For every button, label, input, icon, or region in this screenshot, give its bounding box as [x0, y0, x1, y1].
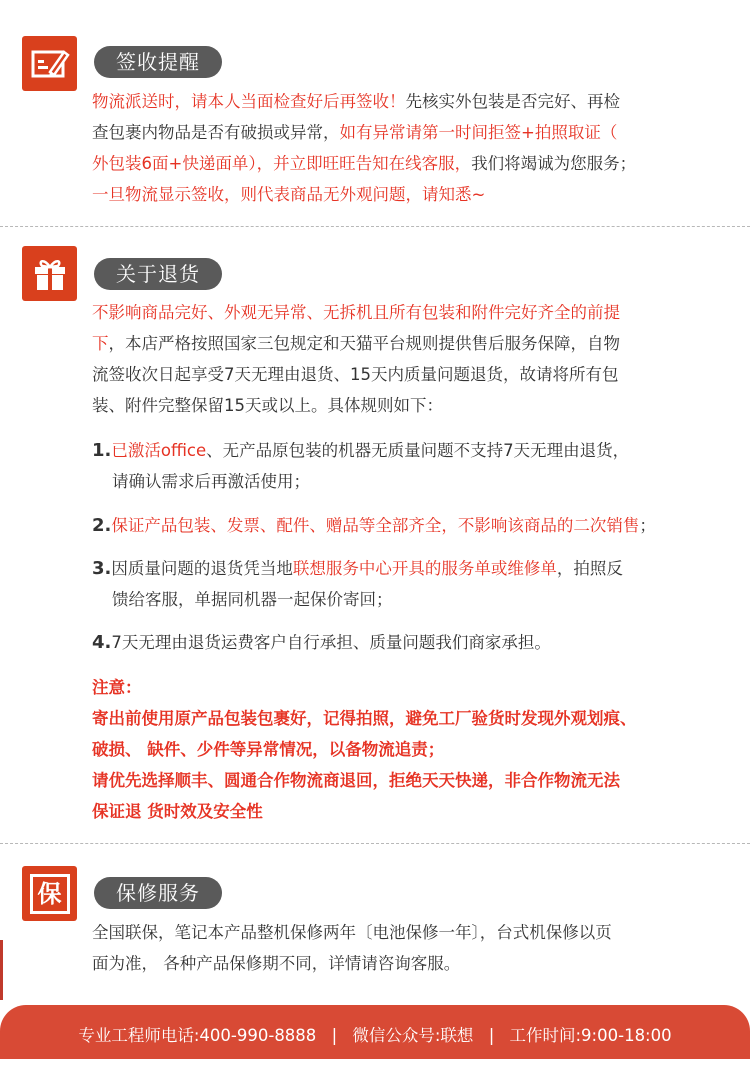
footer-wechat: 微信公众号:联想	[352, 1026, 474, 1045]
note-line: 保证退 货时效及安全性	[92, 802, 263, 821]
returns-intro-text	[92, 297, 710, 421]
text-line	[92, 179, 710, 210]
returns-rule-4	[92, 627, 710, 658]
rule-number: 1.	[92, 440, 112, 461]
text-line	[92, 510, 710, 541]
text-line	[92, 359, 710, 390]
warranty-text	[92, 917, 710, 979]
text-line	[92, 117, 710, 148]
text-segment: 物流派送时，请本人当面检查好后再签收！	[92, 92, 406, 111]
note-text	[92, 703, 710, 827]
text-segment: 保证产品包装、发票、配件、赠品等全部齐全，不影响该商品的二次销售	[111, 516, 640, 535]
returns-rule-2	[92, 510, 710, 541]
contact-footer	[0, 1005, 750, 1059]
side-mark	[0, 940, 3, 1000]
returns-rule-3	[92, 553, 710, 615]
text-line	[92, 148, 710, 179]
text-line	[92, 390, 710, 421]
text-segment: 外包装6面+快递面单），并立即旺旺告知在线客服，	[92, 154, 472, 173]
warranty-line: 面为准， 各种产品保修期不同，详情请咨询客服。	[92, 954, 461, 973]
text-line	[92, 328, 710, 359]
text-segment: 先核实外包装是否完好、再检	[405, 92, 620, 111]
text-segment: 因质量问题的退货凭当地	[111, 559, 293, 578]
footer-separator: |	[331, 1026, 338, 1045]
note-title: 注意：	[92, 678, 142, 697]
rule-number: 3.	[92, 558, 112, 579]
divider	[0, 843, 750, 844]
rule-number: 4.	[92, 632, 112, 653]
text-line	[92, 584, 710, 615]
text-segment: 联想服务中心开具的服务单或维修单	[292, 559, 557, 578]
text-segment: 我们将竭诚为您服务；	[471, 154, 637, 173]
note-line: 破损、 缺件、少件等异常情况，以备物流追责；	[92, 740, 445, 759]
text-segment: 一旦物流显示签收，则代表商品无外观问题，请知悉~	[92, 185, 486, 204]
section-title: 签收提醒	[94, 46, 222, 78]
sign-pen-icon	[22, 36, 77, 91]
note-line: 寄出前使用原产品包装包裹好，记得拍照，避免工厂验货时发现外观划痕、	[92, 709, 637, 728]
footer-hours: 工作时间:9:00-18:00	[509, 1026, 672, 1045]
sign-reminder-text	[92, 86, 710, 210]
warranty-line: 全国联保，笔记本产品整机保修两年〔电池保修一年〕，台式机保修以页	[92, 923, 612, 942]
text-line	[92, 466, 710, 497]
section-title: 关于退货	[94, 258, 222, 290]
text-segment: 查包裹内物品是否有破损或异常，	[92, 123, 340, 142]
rule-number: 2.	[92, 515, 112, 536]
text-segment: ，本店严格按照国家三包规定和天猫平台规则提供售后服务保障，自物	[108, 334, 620, 353]
text-segment: 7天无理由退货运费客户自行承担、质量问题我们商家承担。	[111, 633, 551, 652]
divider	[0, 226, 750, 227]
text-segment: ，拍照反	[556, 559, 623, 578]
returns-rule-1	[92, 435, 710, 497]
text-segment: 如有异常请第一时间拒签+拍照取证（	[339, 123, 618, 142]
warranty-bao-icon	[22, 866, 77, 921]
text-segment: 、无产品原包装的机器无质量问题不支持7天无理由退货，	[206, 441, 630, 460]
text-line	[92, 553, 710, 584]
footer-separator: |	[488, 1026, 495, 1045]
text-segment: 下	[92, 334, 109, 353]
section-title: 保修服务	[94, 877, 222, 909]
gift-icon	[22, 246, 77, 301]
text-segment: 不影响商品完好、外观无异常、无拆机且所有包装和附件完好齐全的前提	[92, 303, 620, 322]
text-line	[92, 86, 710, 117]
warranty-glyph: 保	[30, 874, 70, 914]
text-line	[92, 435, 710, 466]
text-line	[92, 627, 710, 658]
text-segment: 流签收次日起享受7天无理由退货、15天内质量问题退货，故请将所有包	[92, 365, 619, 384]
footer-phone: 专业工程师电话:400-990-8888	[78, 1026, 317, 1045]
text-line	[92, 297, 710, 328]
text-segment: 请确认需求后再激活使用；	[112, 472, 310, 491]
text-segment: 装、附件完整保留15天或以上。具体规则如下：	[92, 396, 443, 415]
text-segment: 馈给客服，单据同机器一起保价寄回；	[112, 590, 393, 609]
note-line: 请优先选择顺丰、圆通合作物流商退回，拒绝天天快递，非合作物流无法	[92, 771, 620, 790]
text-segment: 已激活office	[111, 441, 207, 460]
text-segment: ；	[639, 516, 656, 535]
